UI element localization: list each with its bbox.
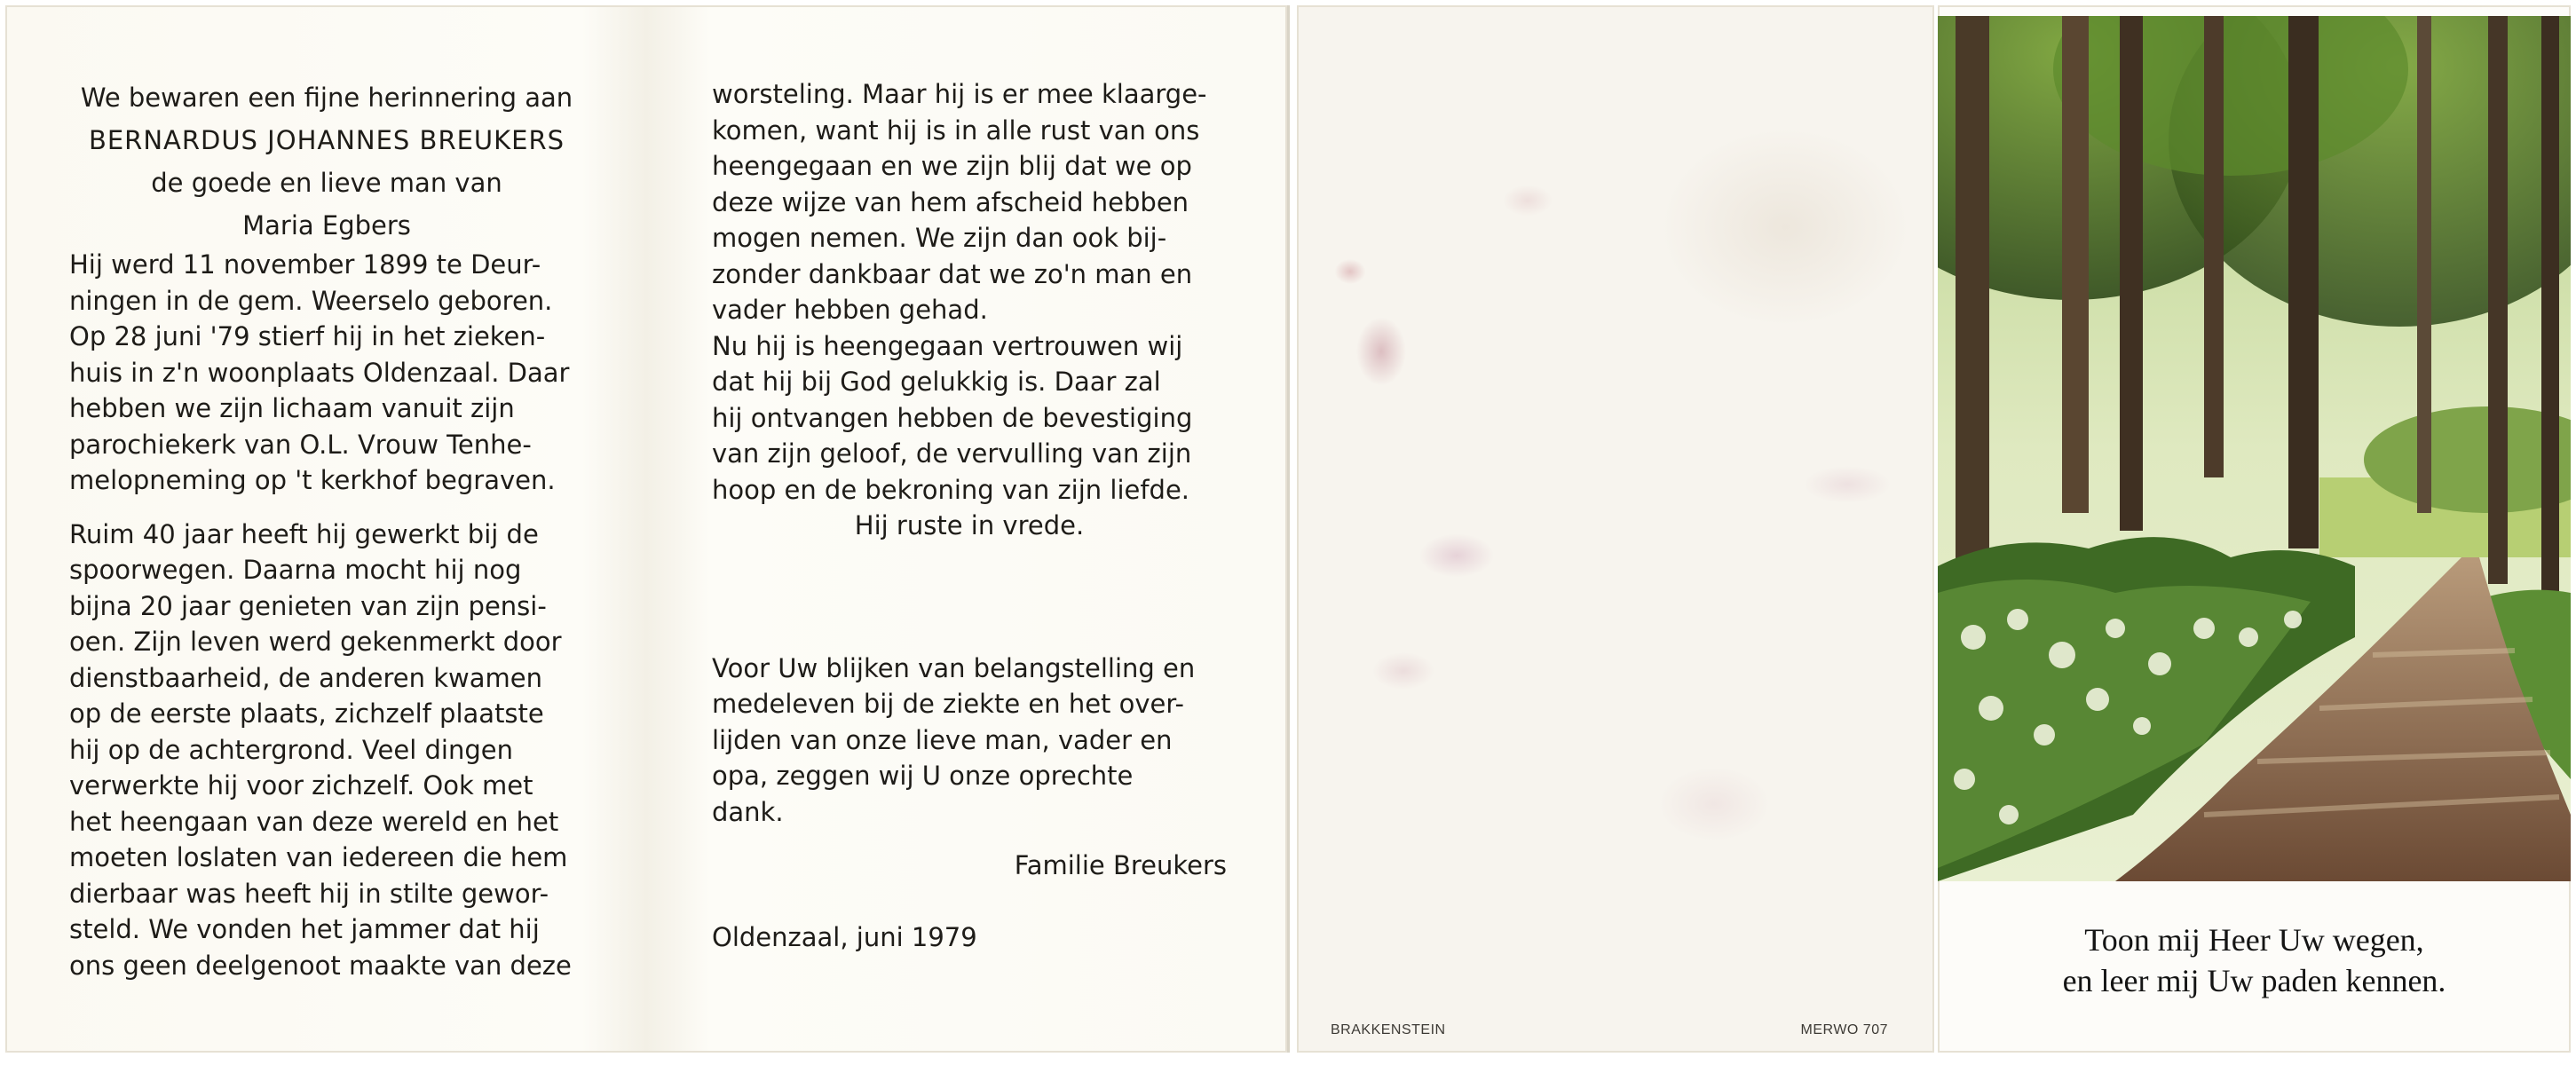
text-line: ningen in de gem. Weerselo geboren. xyxy=(69,285,553,316)
caption-line-1: Toon mij Heer Uw wegen, xyxy=(2084,922,2424,958)
inner-left-page xyxy=(69,76,584,983)
text-line: Nu hij is heengegaan vertrouwen wij xyxy=(712,330,1183,361)
text-line: oen. Zijn leven werd gekenmerkt door xyxy=(69,627,562,657)
text-line: het heengaan van deze wereld en het xyxy=(69,806,559,837)
text-line: deze wijze van hem afscheid hebben xyxy=(712,186,1189,217)
text-line: Op 28 juni '79 stierf hij in het zieken- xyxy=(69,321,546,351)
text-line: parochiekerk van O.L. Vrouw Tenhe- xyxy=(69,429,532,460)
text-line: van zijn geloof, de vervulling van zijn xyxy=(712,438,1192,469)
text-line: hij op de achtergrond. Veel dingen xyxy=(69,734,513,765)
publisher-label: BRAKKENSTEIN xyxy=(1331,1022,1446,1037)
back-panel xyxy=(1297,5,1934,1053)
text-line: Voor Uw blijken van belangstelling en xyxy=(712,652,1196,683)
text-line: op de eerste plaats, zichzelf plaatste xyxy=(69,698,544,729)
biography-paragraph-2 xyxy=(69,517,584,984)
text-line: hoop en de bekroning van zijn liefde. xyxy=(712,474,1190,505)
relation-line: de goede en lieve man van xyxy=(151,168,502,198)
forest-path-illustration xyxy=(1938,16,2571,881)
caption-line-2: en leer mij Uw paden kennen. xyxy=(2062,963,2446,998)
text-line: lijden van onze lieve man, vader en xyxy=(712,724,1173,755)
text-line: medeleven bij de ziekte en het over- xyxy=(712,689,1184,719)
text-line: Hij werd 11 november 1899 te Deur- xyxy=(69,249,541,280)
biography-paragraph-1 xyxy=(69,247,584,499)
text-line: verwerkte hij voor zichzelf. Ook met xyxy=(69,770,533,801)
spouse-name: Maria Egbers xyxy=(242,210,411,241)
forest-path-photo xyxy=(1938,16,2571,881)
text-line: bijna 20 jaar genieten van zijn pensi- xyxy=(69,590,547,621)
text-line: huis in z'n woonplaats Oldenzaal. Daar xyxy=(69,357,570,388)
text-line: dank. xyxy=(712,796,784,827)
text-line: zonder dankbaar dat we zo'n man en xyxy=(712,258,1193,289)
text-line: dienstbaarheid, de anderen kwamen xyxy=(69,662,543,693)
front-caption xyxy=(1938,919,2571,1001)
intro-line: We bewaren een fijne herinnering aan xyxy=(80,83,573,113)
product-code: MERWO 707 xyxy=(1800,1022,1888,1037)
text-line: moeten loslaten van iedereen die hem xyxy=(69,842,568,872)
text-line: spoorwegen. Daarna mocht hij nog xyxy=(69,555,522,585)
text-line: steld. We vonden het jammer dat hij xyxy=(69,914,540,944)
text-line: dierbaar was heeft hij in stilte gewor- xyxy=(69,878,549,909)
text-line: dat hij bij God gelukkig is. Daar zal xyxy=(712,367,1161,397)
text-line: melopneming op 't kerkhof begraven. xyxy=(69,465,556,495)
text-line: worsteling. Maar hij is er mee klaarge- xyxy=(712,79,1207,109)
deceased-name: BERNARDUS JOHANNES BREUKERS xyxy=(88,125,565,155)
front-panel xyxy=(1938,5,2571,1053)
thanks-paragraph xyxy=(712,651,1227,831)
text-line: opa, zeggen wij U onze oprechte xyxy=(712,761,1134,791)
inner-spread xyxy=(5,5,1290,1053)
text-line: heengegaan en we zijn blij dat we op xyxy=(712,151,1192,181)
text-line: Ruim 40 jaar heeft hij gewerkt bij de xyxy=(69,518,539,549)
rest-in-peace: Hij ruste in vrede. xyxy=(854,510,1085,540)
continuation-paragraph xyxy=(712,76,1227,508)
text-line: mogen nemen. We zijn dan ook bij- xyxy=(712,223,1167,253)
family-signature: Familie Breukers xyxy=(1014,850,1227,880)
text-line: vader hebben gehad. xyxy=(712,295,988,325)
text-line: komen, want hij is in alle rust van ons xyxy=(712,114,1200,146)
place-date: Oldenzaal, juni 1979 xyxy=(712,921,977,952)
text-line: hij ontvangen hebben de bevestiging xyxy=(712,402,1193,433)
inner-right-page xyxy=(712,76,1227,955)
text-line: hebben we zijn lichaam vanuit zijn xyxy=(69,393,515,423)
text-line: ons geen deelgenoot maakte van deze xyxy=(69,950,572,981)
